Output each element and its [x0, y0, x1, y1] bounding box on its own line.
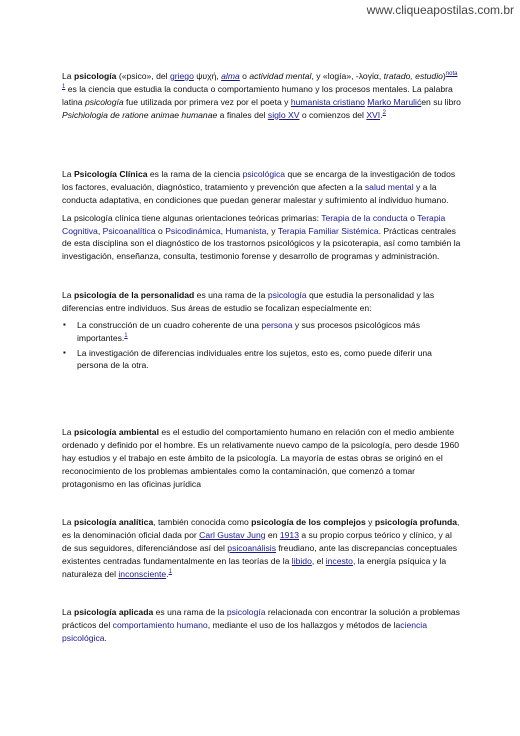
text: o [155, 225, 166, 236]
term-bold: psicología ambiental [73, 427, 159, 437]
paragraph [62, 168, 462, 207]
link-psicologica[interactable]: psicológica [242, 169, 286, 179]
link-psicoanalitica[interactable]: Psicoanalítica [102, 225, 156, 236]
text: y a la conducta adaptativa, en condiciones que puedan generar malestar y sufrimiento al individuo humano. [62, 181, 449, 205]
text: La [62, 607, 74, 617]
list-item [62, 347, 462, 373]
section-personalidad [62, 289, 462, 374]
paragraph [62, 516, 462, 580]
term-bold: psicología profunda [374, 517, 457, 527]
footnote-link[interactable]: 1 [124, 332, 128, 339]
text: actividad mental [249, 71, 312, 81]
paragraph [62, 70, 462, 122]
text: . [380, 109, 383, 120]
text: freudiano, ante las discrepancias conceptuales existentes centradas fundamentalmente en las teorías de la [62, 542, 458, 566]
paragraph [62, 606, 462, 645]
link-salud-mental[interactable]: salud mental [364, 181, 414, 192]
text: («psico», del [116, 71, 170, 81]
text: La [62, 71, 74, 81]
text: es una rama de la [194, 290, 268, 300]
text: La investigación de diferencias individuales entre los sujetos, esto es, como puede diferir una persona de la otra. [77, 347, 432, 371]
text: , mediante el uso de los hallazgos y métodos de la [207, 619, 401, 630]
text: , la energía psíquica y la naturaleza del [62, 555, 447, 579]
text: a finales del [217, 109, 268, 120]
link-siglo-xv[interactable]: siglo XV [267, 109, 300, 120]
section-aplicada [62, 606, 462, 645]
text: , y «logía», -λογία, [311, 71, 384, 81]
text: La [62, 427, 74, 437]
text: en su libro [421, 96, 461, 107]
text: y sus procesos psicológicos más importantes. [77, 319, 421, 343]
paragraph [62, 289, 462, 315]
text: es la rama de la ciencia [147, 169, 243, 179]
link-jung[interactable]: Carl Gustav Jung [199, 529, 266, 540]
text: . [104, 632, 107, 643]
section-ambiental [62, 426, 462, 490]
bullet-list [62, 319, 462, 373]
text: La psicología clínica tiene algunas orientaciones teóricas primarias: [62, 212, 322, 223]
text: , el [311, 555, 326, 566]
paragraph [62, 212, 462, 264]
text: y [365, 517, 375, 527]
text: Psichiologia de ratione animae humanae [62, 109, 218, 120]
link-marulic[interactable]: Marko Marulić [367, 96, 422, 107]
link-ciencia-psicologica[interactable]: ciencia psicológica [62, 619, 427, 643]
link-libido[interactable]: libido [291, 555, 312, 566]
footnote-link[interactable]: 2 [382, 109, 386, 116]
term-bold: psicología de la personalidad [73, 290, 195, 300]
text: que se encarga de la investigación de todos los factores, evaluación, diagnóstico, tratamiento y prevención que afecten a la [62, 169, 456, 192]
link-persona[interactable]: persona [261, 319, 293, 330]
text: La [62, 169, 74, 179]
site-watermark: www.cliqueapostilas.com.br [366, 3, 514, 17]
link-inconsciente[interactable]: inconsciente [118, 568, 167, 579]
section-analitica [62, 516, 462, 580]
text: , es la denominación oficial dada por [62, 517, 460, 540]
text: La [62, 517, 74, 527]
text: relacionada con encontrar la solución a problemas prácticos del [62, 607, 460, 630]
list-item [62, 319, 462, 345]
text: que estudia la personalidad y las diferencias entre individuos. Sus áreas de estudio se focalizan especialmente en: [62, 290, 435, 313]
link-comportamiento-humano[interactable]: comportamiento humano [112, 619, 208, 630]
text: , y [266, 225, 278, 236]
text: psicología [84, 96, 124, 107]
text: es una rama de la [153, 607, 227, 617]
text: o comienzos del [299, 109, 367, 120]
term-bold: psicología [73, 71, 117, 81]
text: tratado, estudio [383, 71, 443, 81]
text: , [97, 225, 103, 236]
link-terapia-cognitiva[interactable]: Terapia Cognitiva [62, 212, 446, 236]
text: a su propio corpus teórico y clínico, y al de sus seguidores, diferenciándose así del [62, 529, 452, 553]
link-psicodinamica[interactable]: Psicodinámica [165, 225, 221, 236]
text: es el estudio del comportamiento humano en relación con el medio ambiente ordenado y definido por el hombre. Es un relativamente nuevo campo de la psicología, pero desde 1960 hay estudios y el trabajo en este ámbito de la psicología. La mayoría de estas obras se originó en el reconocimiento de los problemas ambientales como la contaminación, que comenzó a tomar protagonismo en las oficinas jurídica [62, 427, 460, 489]
link-psicologia[interactable]: psicología [267, 290, 307, 300]
link-humanista[interactable]: Humanista [225, 225, 267, 236]
link-xvi[interactable]: XVI [366, 109, 381, 120]
term-bold: Psicología Clínica [73, 169, 148, 179]
term-bold: psicología analítica [73, 517, 154, 527]
text: La construcción de un cuadro coherente de una [77, 319, 262, 330]
text: en [265, 529, 280, 540]
link-1913[interactable]: 1913 [279, 529, 299, 540]
link-terapia-familiar[interactable]: Terapia Familiar Sistémica [277, 225, 379, 236]
link-psicologia[interactable]: psicología [226, 607, 266, 617]
link-psicoanalisis[interactable]: psicoanálisis [227, 542, 277, 553]
footnote-link[interactable]: 1 [168, 568, 172, 575]
text: ψυχή, [193, 71, 222, 81]
paragraph [62, 426, 462, 490]
link-alma[interactable]: alma [221, 71, 240, 81]
text: fue utilizada por primera vez por el poeta y [123, 96, 291, 107]
link-incesto[interactable]: incesto [325, 555, 353, 566]
text: La [62, 290, 74, 300]
text: , también conocida como [153, 517, 252, 527]
footnote-link[interactable]: nota 1 [62, 71, 458, 91]
section-psicologia [62, 70, 462, 122]
text: . [166, 568, 169, 579]
text: es la ciencia que estudia la conducta o comportamiento humano y los procesos mentales. La palabra latina [62, 83, 453, 107]
text: , [220, 225, 226, 236]
term-bold: psicología de los complejos [251, 517, 366, 527]
link-humanista[interactable]: humanista cristiano [290, 96, 365, 107]
link-terapia-conducta[interactable]: Terapia de la conducta [321, 212, 408, 223]
text: . Prácticas centrales de esta disciplina son el diagnóstico de los trastornos psicológicos y la psicoterapia, así como también la investigación, enseñanza, consulta, testimonio forense y desarrollo de programas y administración. [62, 225, 461, 262]
link-griego[interactable]: griego [169, 71, 194, 81]
text: ) [442, 71, 446, 81]
text: o [239, 71, 250, 81]
term-bold: psicología aplicada [73, 607, 154, 617]
text: o [407, 212, 418, 223]
section-psicologia-clinica [62, 168, 462, 263]
